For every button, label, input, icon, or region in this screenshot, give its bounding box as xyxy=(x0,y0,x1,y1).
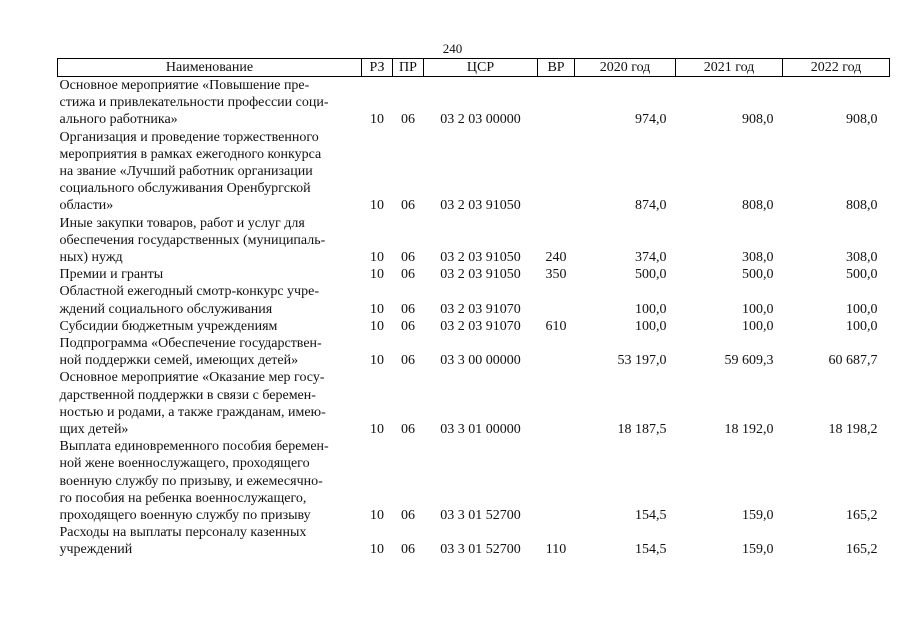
row-name-text: Субсидии бюджетным учреждениям xyxy=(59,318,278,334)
cell-vr xyxy=(538,369,575,438)
cell-csr: 03 3 00 00000 xyxy=(440,353,521,369)
cell-2022: 908,0 xyxy=(846,112,878,128)
cell-2022: 308,0 xyxy=(846,250,878,266)
table-row xyxy=(58,524,890,558)
cell-vr xyxy=(538,129,575,215)
cell-rz: 10 xyxy=(370,318,384,334)
cell-csr: 03 2 03 91070 xyxy=(440,318,521,334)
row-name-text: Подпрограмма «Обеспечение государствен- ной поддержки семей, имеющих детей» xyxy=(59,336,322,369)
cell-2020: 53 197,0 xyxy=(617,353,667,369)
cell-csr: 03 2 03 91050 xyxy=(440,198,521,214)
table-body xyxy=(58,77,890,559)
cell-csr: 03 2 03 91050 xyxy=(440,250,521,266)
cell-vr: 110 xyxy=(545,542,567,558)
cell-rz: 10 xyxy=(370,353,384,369)
cell-2022: 60 687,7 xyxy=(828,353,878,369)
cell-vr xyxy=(538,77,575,129)
cell-2020: 100,0 xyxy=(635,318,667,334)
cell-2020: 374,0 xyxy=(635,250,667,266)
table-header xyxy=(58,59,890,77)
cell-rz: 10 xyxy=(370,112,384,128)
page-number: 240 xyxy=(442,41,463,56)
cell-2021: 159,0 xyxy=(742,542,774,558)
table-row xyxy=(58,369,890,438)
table-row xyxy=(58,438,890,524)
cell-rz: 10 xyxy=(370,250,384,266)
cell-vr: 350 xyxy=(545,267,567,283)
cell-csr: 03 3 01 00000 xyxy=(440,422,521,438)
cell-pr: 06 xyxy=(401,301,415,317)
cell-csr: 03 3 01 52700 xyxy=(440,508,521,524)
cell-rz: 10 xyxy=(370,301,384,317)
cell-pr: 06 xyxy=(401,318,415,334)
cell-2021: 100,0 xyxy=(742,301,774,317)
cell-csr: 03 2 03 91050 xyxy=(440,267,521,283)
row-name-text: Основное мероприятие «Оказание мер госу- дарственной поддержки в связи с беремен- ностью и родами, а также гражданам, имею- щих детей» xyxy=(59,370,326,438)
cell-pr: 06 xyxy=(401,353,415,369)
cell-name xyxy=(58,369,362,438)
row-name-text: Выплата единовременного пособия беремен- ной жене военнослужащего, проходящего военную службу по призыву, и ежемесячно- го пособия на ребенка военнослужащего, проходящего военную службу по призыву xyxy=(59,439,329,524)
cell-vr: 240 xyxy=(545,250,567,266)
row-name-text: Иные закупки товаров, работ и услуг для обеспечения государственных (муниципаль- ных) нужд xyxy=(59,215,326,266)
cell-csr: 03 2 03 91070 xyxy=(440,301,521,317)
table-row xyxy=(58,318,890,335)
header-pr: ПР xyxy=(393,59,424,77)
cell-vr: 610 xyxy=(545,318,567,334)
cell-name xyxy=(58,77,362,129)
budget-table xyxy=(57,58,890,559)
cell-2020: 500,0 xyxy=(635,267,667,283)
cell-vr xyxy=(538,283,575,317)
cell-name xyxy=(58,524,362,558)
row-name-text: Премии и гранты xyxy=(59,267,164,283)
header-2020: 2020 год xyxy=(575,59,676,77)
table-row xyxy=(58,129,890,215)
header-name: Наименование xyxy=(58,59,362,77)
cell-2021: 908,0 xyxy=(742,112,774,128)
table-row xyxy=(58,335,890,369)
cell-vr xyxy=(538,335,575,369)
cell-vr xyxy=(538,438,575,524)
cell-2022: 165,2 xyxy=(846,542,878,558)
cell-name xyxy=(58,129,362,215)
row-name-text: Основное мероприятие «Повышение пре- стижа и привлекательности профессии соци- ального работника» xyxy=(59,78,329,128)
header-2022: 2022 год xyxy=(783,59,890,77)
cell-2021: 808,0 xyxy=(742,198,774,214)
cell-2020: 100,0 xyxy=(635,301,667,317)
header-row xyxy=(58,59,890,77)
cell-2020: 18 187,5 xyxy=(617,422,667,438)
cell-2021: 59 609,3 xyxy=(724,353,774,369)
cell-2022: 500,0 xyxy=(846,267,878,283)
header-vr: ВР xyxy=(538,59,575,77)
cell-pr: 06 xyxy=(401,250,415,266)
cell-2020: 154,5 xyxy=(635,542,667,558)
row-name-text: Расходы на выплаты персоналу казенных учреждений xyxy=(59,525,307,558)
cell-2020: 874,0 xyxy=(635,198,667,214)
cell-2021: 308,0 xyxy=(742,250,774,266)
cell-2021: 100,0 xyxy=(742,318,774,334)
cell-rz: 10 xyxy=(370,422,384,438)
cell-rz: 10 xyxy=(370,508,384,524)
cell-pr: 06 xyxy=(401,267,415,283)
cell-name xyxy=(58,335,362,369)
header-rz: РЗ xyxy=(362,59,393,77)
cell-2022: 165,2 xyxy=(846,508,878,524)
cell-2022: 100,0 xyxy=(846,318,878,334)
cell-csr: 03 2 03 00000 xyxy=(440,112,521,128)
cell-pr: 06 xyxy=(401,508,415,524)
cell-2021: 18 192,0 xyxy=(724,422,774,438)
cell-name xyxy=(58,318,362,335)
header-2021: 2021 год xyxy=(676,59,783,77)
table-row xyxy=(58,215,890,267)
cell-2022: 18 198,2 xyxy=(828,422,878,438)
cell-pr: 06 xyxy=(401,198,415,214)
cell-pr: 06 xyxy=(401,422,415,438)
row-name-text: Организация и проведение торжественного мероприятия в рамках ежегодного конкурса на звание «Лучший работник организации социального обслуживания Оренбургской области» xyxy=(59,129,322,214)
table-row xyxy=(58,283,890,317)
cell-name xyxy=(58,438,362,524)
cell-name xyxy=(58,266,362,283)
cell-2021: 500,0 xyxy=(742,267,774,283)
cell-2020: 154,5 xyxy=(635,508,667,524)
cell-name xyxy=(58,283,362,317)
cell-2022: 808,0 xyxy=(846,198,878,214)
table-row xyxy=(58,77,890,129)
cell-rz: 10 xyxy=(370,267,384,283)
cell-csr: 03 3 01 52700 xyxy=(440,542,521,558)
cell-2022: 100,0 xyxy=(846,301,878,317)
cell-rz: 10 xyxy=(370,198,384,214)
table-row xyxy=(58,266,890,283)
cell-pr: 06 xyxy=(401,542,415,558)
cell-name xyxy=(58,215,362,267)
cell-2020: 974,0 xyxy=(635,112,667,128)
cell-pr: 06 xyxy=(401,112,415,128)
row-name-text: Областной ежегодный смотр-конкурс учре- ждений социального обслуживания xyxy=(59,284,319,317)
cell-rz: 10 xyxy=(370,542,384,558)
cell-2021: 159,0 xyxy=(742,508,774,524)
header-csr: ЦСР xyxy=(424,59,538,77)
